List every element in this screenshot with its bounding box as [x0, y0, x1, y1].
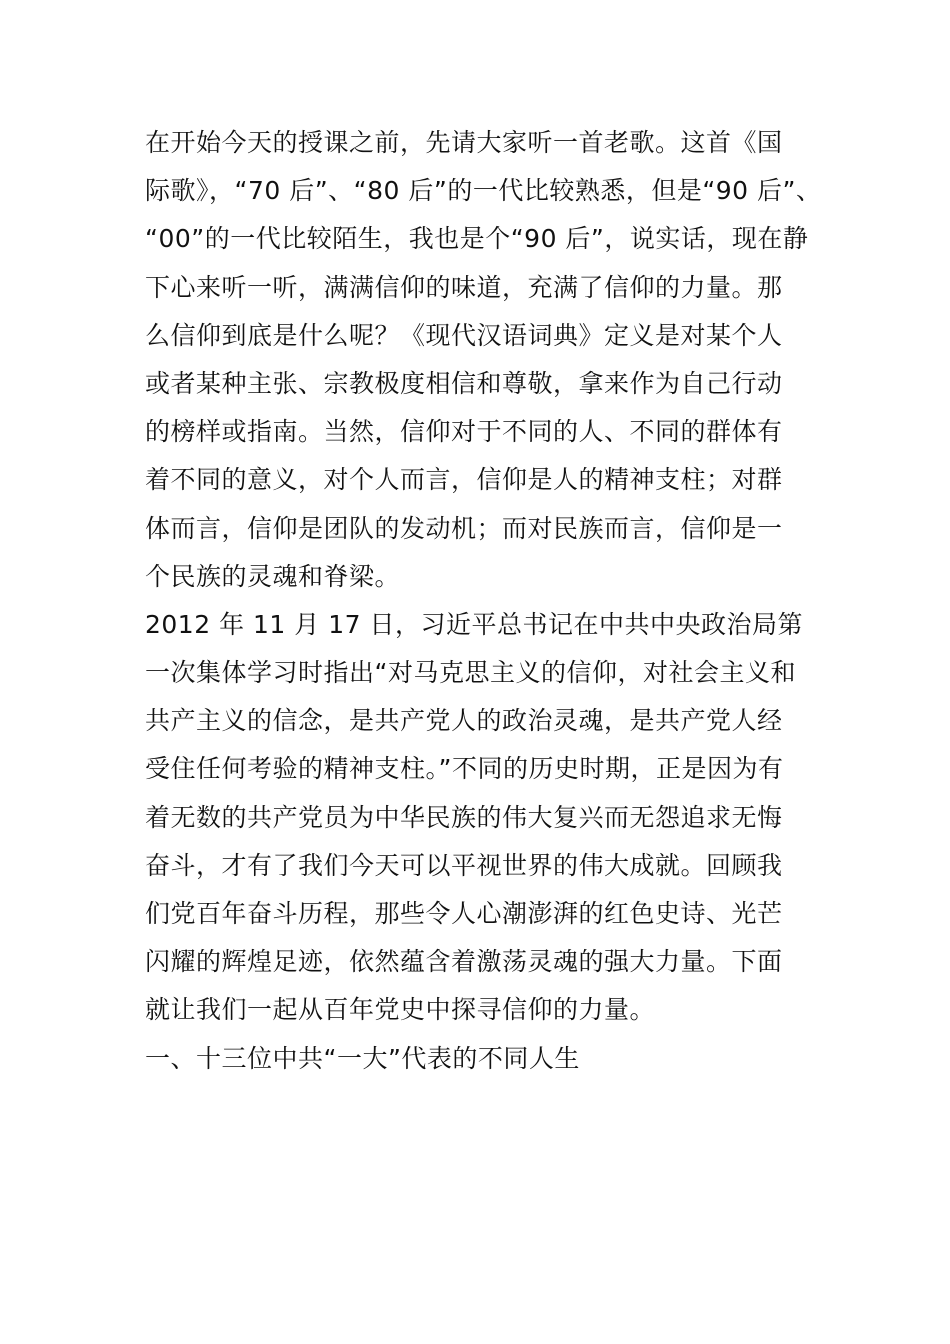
text-line: 的榜样或指南。当然，信仰对于不同的人、不同的群体有	[145, 417, 783, 447]
text-line: 就让我们一起从百年党史中探寻信仰的力量。	[145, 995, 656, 1025]
text-line: 着无数的共产党员为中华民族的伟大复兴而无怨追求无悔	[145, 802, 783, 832]
text-line: 么信仰到底是什么呢？《现代汉语词典》定义是对某个人	[145, 320, 783, 350]
text-line: 受住任何考验的精神支柱。”不同的历史时期，正是因为有	[145, 754, 784, 784]
text-line: 个民族的灵魂和脊梁。	[145, 561, 401, 591]
text-line: “00”的一代比较陌生，我也是个“90 后”，说实话，现在静	[145, 224, 809, 254]
paragraph-intro	[145, 119, 822, 601]
text-line: 体而言，信仰是团队的发动机；而对民族而言，信仰是一	[145, 513, 783, 543]
text-line: 2012 年 11 月 17 日，习近平总书记在中共中央政治局第	[145, 609, 803, 639]
text-line: 在开始今天的授课之前，先请大家听一首老歌。这首《国	[145, 128, 783, 157]
section-heading: 一、十三位中共“一大”代表的不同人生	[145, 1043, 580, 1073]
text-line: 一次集体学习时指出“对马克思主义的信仰，对社会主义和	[145, 658, 796, 688]
text-line: 下心来听一听，满满信仰的味道，充满了信仰的力量。那	[145, 272, 783, 302]
text-line: 闪耀的辉煌足迹，依然蕴含着激荡灵魂的强大力量。下面	[145, 947, 783, 977]
text-line: 奋斗，才有了我们今天可以平视世界的伟大成就。回顾我	[145, 850, 783, 880]
text-line: 际歌》，“70 后”、“80 后”的一代比较熟悉，但是“90 后”、	[145, 176, 822, 206]
text-line: 们党百年奋斗历程，那些令人心潮澎湃的红色史诗、光芒	[145, 899, 783, 928]
text-line: 共产主义的信念，是共产党人的政治灵魂，是共产党人经	[145, 706, 783, 736]
text-line: 着不同的意义，对个人而言，信仰是人的精神支柱；对群	[145, 465, 783, 495]
document-body	[145, 119, 822, 1083]
text-line: 或者某种主张、宗教极度相信和尊敬，拿来作为自己行动	[145, 368, 783, 398]
paragraph-speech	[145, 601, 815, 1035]
